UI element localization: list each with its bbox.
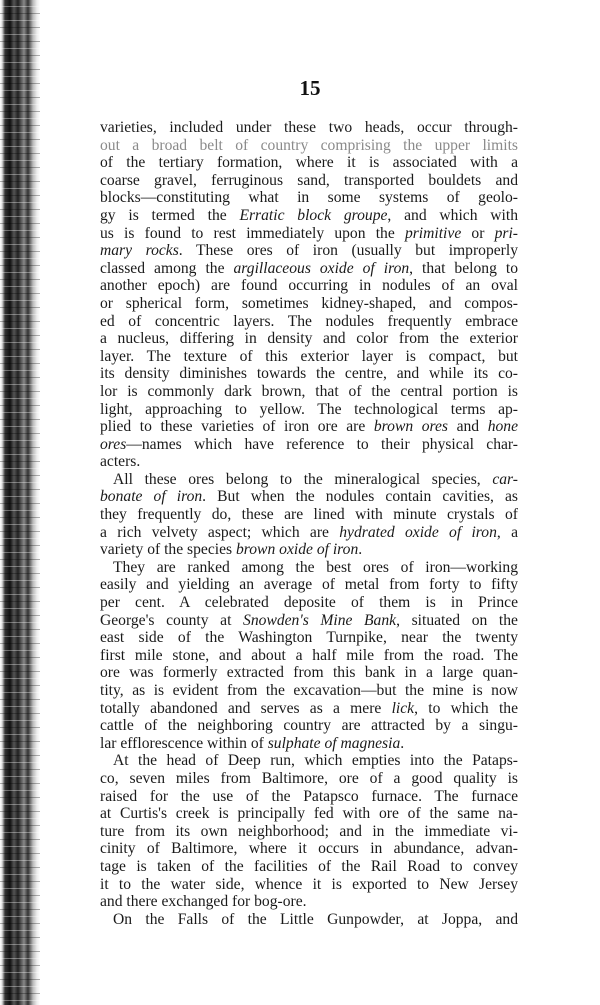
text-line xyxy=(100,682,518,700)
text-segment: , situated on the xyxy=(396,611,518,629)
text-segment: per cent. A celebrated deposite of them is in Prince xyxy=(100,594,518,612)
text-line xyxy=(100,436,518,454)
text-line xyxy=(100,260,518,278)
text-line xyxy=(100,154,518,172)
text-segment: first mile stone, and about a half mile from the road. The xyxy=(100,646,518,664)
text-line xyxy=(100,858,518,876)
text-line xyxy=(100,137,518,155)
italic-text: ores xyxy=(100,435,127,453)
text-line xyxy=(100,700,518,718)
text-line xyxy=(100,365,518,383)
text-segment: at Curtis's creek is principally fed with ore of the same na- xyxy=(100,805,518,823)
text-line xyxy=(100,488,518,506)
text-line xyxy=(100,770,518,788)
text-line xyxy=(100,383,518,401)
text-segment: and there exchanged for bog-ore. xyxy=(100,893,307,911)
text-segment: . But when the nodules contain cavities, as xyxy=(202,488,518,506)
italic-text: hone xyxy=(487,418,518,436)
text-line xyxy=(100,277,518,295)
text-line xyxy=(100,330,518,348)
text-line xyxy=(100,664,518,682)
italic-text: argillaceous oxide of iron xyxy=(233,259,410,277)
italic-text: Snowden's Mine Bank xyxy=(243,611,397,629)
text-line xyxy=(100,612,518,630)
text-line xyxy=(100,471,518,489)
italic-text: bonate of iron xyxy=(100,488,203,506)
text-segment: raised for the use of the Patapsco furnace. The furnace xyxy=(100,787,518,805)
text-segment: east side of the Washington Turnpike, near the twenty xyxy=(100,629,518,647)
text-segment: easily and yielding an average of metal from forty to fifty xyxy=(100,576,518,594)
text-line xyxy=(100,647,518,665)
text-segment: —names which have reference to their physical char- xyxy=(126,435,518,453)
text-segment: coarse gravel, ferruginous sand, transported bouldets and xyxy=(100,171,518,189)
italic-text: brown ores xyxy=(373,418,448,436)
text-line xyxy=(100,506,518,524)
text-segment: They are ranked among the best ores of iron—working xyxy=(113,558,518,576)
text-segment: its density diminishes towards the centre, and while its co- xyxy=(100,365,518,383)
text-segment: and xyxy=(448,418,488,436)
text-segment: of the tertiary formation, where it is associated with a xyxy=(100,154,518,172)
text-segment: lar efflorescence within of xyxy=(100,734,268,752)
text-segment: . These ores of iron (usually but improperly xyxy=(178,242,518,260)
text-segment: George's county at xyxy=(100,611,244,629)
text-line xyxy=(100,559,518,577)
text-segment: ed of concentric layers. The nodules frequently embrace xyxy=(100,312,518,330)
text-line xyxy=(100,840,518,858)
text-segment: . xyxy=(358,541,363,559)
text-line xyxy=(100,524,518,542)
text-segment: or xyxy=(461,224,495,242)
text-segment: , a xyxy=(496,523,518,541)
text-segment: or spherical form, sometimes kidney-shaped, and compos- xyxy=(100,294,518,312)
text-line xyxy=(100,295,518,313)
italic-text: Erratic block groupe xyxy=(239,206,388,224)
text-segment: cinity of Baltimore, where it occurs in abundance, advan- xyxy=(100,840,518,858)
page-number: 15 xyxy=(299,76,321,100)
italic-text: car- xyxy=(492,470,518,488)
text-line xyxy=(100,189,518,207)
text-segment: another epoch) are found occurring in nodules of an oval xyxy=(100,277,518,295)
text-line xyxy=(100,594,518,612)
italic-text: pri- xyxy=(494,224,518,242)
text-line xyxy=(100,313,518,331)
text-segment: blocks—constituting what in some systems of geolo- xyxy=(100,189,518,207)
text-line xyxy=(100,629,518,647)
text-line xyxy=(100,242,518,260)
text-line xyxy=(100,541,518,559)
text-line xyxy=(100,576,518,594)
text-segment: , that belong to xyxy=(409,259,518,277)
text-line xyxy=(100,401,518,419)
italic-text: lick xyxy=(391,699,415,717)
text-segment: lor is commonly dark brown, that of the central portion is xyxy=(100,382,518,400)
text-segment: gy is termed the xyxy=(100,206,240,224)
text-line xyxy=(100,911,518,929)
text-segment: ore was formerly extracted from this bank in a large quan- xyxy=(100,664,518,682)
book-binding-edge xyxy=(0,0,40,1005)
text-segment: acters. xyxy=(100,453,141,471)
text-segment: us is found to rest immediately upon the xyxy=(100,224,405,242)
text-line xyxy=(100,823,518,841)
text-segment: , to which the xyxy=(414,699,518,717)
italic-text: sulphate of magnesia xyxy=(267,734,401,752)
text-segment: tity, as is evident from the excavation—but the mine is now xyxy=(100,682,518,699)
text-line xyxy=(100,119,518,137)
text-segment: classed among the xyxy=(100,259,234,277)
italic-text: hydrated oxide of iron xyxy=(339,523,497,541)
text-segment: On the Falls of the Little Gunpowder, at Joppa, and xyxy=(113,910,518,928)
text-segment: tage is taken of the facilities of the Rail Road to convey xyxy=(100,857,518,875)
text-segment: layer. The texture of this exterior layer is compact, but xyxy=(100,347,518,365)
text-segment: cattle of the neighboring country are attracted by a singu- xyxy=(100,717,518,735)
text-segment: , and which with xyxy=(387,206,518,224)
text-line xyxy=(100,172,518,190)
text-segment: a nucleus, differing in density and color from the exterior xyxy=(100,330,518,348)
text-line xyxy=(100,735,518,753)
text-line xyxy=(100,805,518,823)
text-line xyxy=(100,418,518,436)
text-segment: it to the water side, whence it is exported to New Jersey xyxy=(100,875,518,893)
text-segment: light, approaching to yellow. The technological terms ap- xyxy=(100,400,518,418)
text-line xyxy=(100,876,518,894)
text-line xyxy=(100,348,518,366)
text-line xyxy=(100,453,518,471)
text-segment: they frequently do, these are lined with minute crystals of xyxy=(100,506,518,524)
text-segment: plied to these varieties of iron ore are xyxy=(100,418,374,436)
text-segment: . xyxy=(400,734,405,752)
text-line xyxy=(100,225,518,243)
italic-text: primitive xyxy=(404,224,462,242)
text-line xyxy=(100,717,518,735)
italic-text: mary rocks xyxy=(100,242,179,260)
text-line xyxy=(100,207,518,225)
text-segment: varieties, included under these two heads, occur through- xyxy=(100,119,518,136)
text-segment: ture from its own neighborhood; and in the immediate vi- xyxy=(100,822,518,840)
text-segment: At the head of Deep run, which empties into the Pataps- xyxy=(113,752,518,770)
text-segment: All these ores belong to the mineralogical species, xyxy=(113,470,493,488)
text-segment: co, seven miles from Baltimore, ore of a good quality is xyxy=(100,769,518,787)
text-line xyxy=(100,788,518,806)
text-segment: out a broad belt of country comprising the upper limits xyxy=(100,136,518,154)
text-line xyxy=(100,752,518,770)
text-segment: totally abandoned and serves as a mere xyxy=(100,699,392,717)
italic-text: brown oxide of iron xyxy=(235,541,359,559)
text-segment: a rich velvety aspect; which are xyxy=(100,523,340,541)
text-line xyxy=(100,893,518,911)
text-segment: variety of the species xyxy=(100,541,236,559)
body-text xyxy=(100,119,518,928)
